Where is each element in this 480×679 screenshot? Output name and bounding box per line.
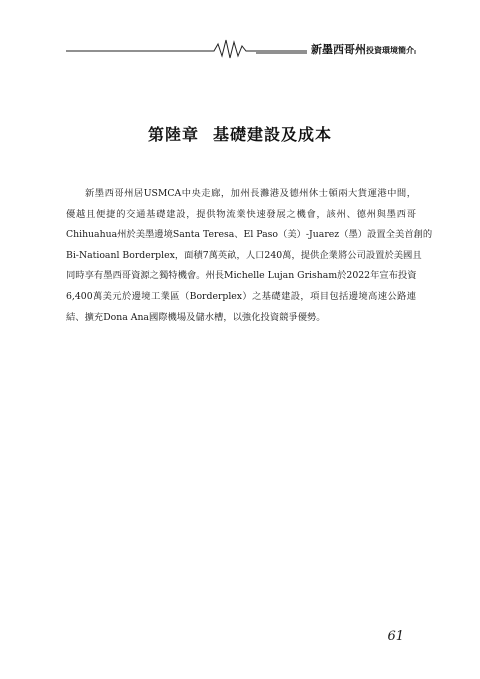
paragraph-line: 6,400萬美元於邊境工業區（Borderplex）之基礎建設，項目包括邊境高速公路連	[66, 290, 416, 302]
chapter-title	[0, 122, 480, 145]
chapter-number: 第陸章	[147, 125, 199, 144]
paragraph-line: 優越且便捷的交通基礎建設，提供物流業快速發展之機會，該州、德州與墨西哥	[66, 208, 416, 220]
paragraph-line: Bi-Natioanl Borderplex，面積7萬英畝，人口240萬，提供企業將公司設置於美國且	[66, 249, 422, 261]
header-title-sub: 投資環境簡介	[366, 46, 414, 55]
page-number: 61	[387, 629, 404, 644]
paragraph-line: 同時享有墨西哥資源之獨特機會。州長Michelle Lujan Grisham於2022年宣布投資	[66, 270, 417, 282]
paragraph-line: 新墨西哥州居USMCA中央走廊，加州長灘港及德州休士頓兩大貨運港中間，	[85, 188, 416, 199]
body-paragraph	[66, 184, 433, 328]
header-title-main: 新墨西哥州	[311, 43, 366, 56]
paragraph-line: Chihuahua州於美墨邊境Santa Teresa、El Paso（美）-Juarez（墨）設置全美首創的	[66, 229, 433, 241]
chapter-name: 基礎建設及成本	[213, 125, 333, 144]
running-header	[66, 34, 416, 60]
paragraph-line: 結、擴充Dona Ana國際機場及儲水槽，以強化投資競爭優勢。	[66, 311, 326, 323]
header-title	[307, 41, 414, 57]
